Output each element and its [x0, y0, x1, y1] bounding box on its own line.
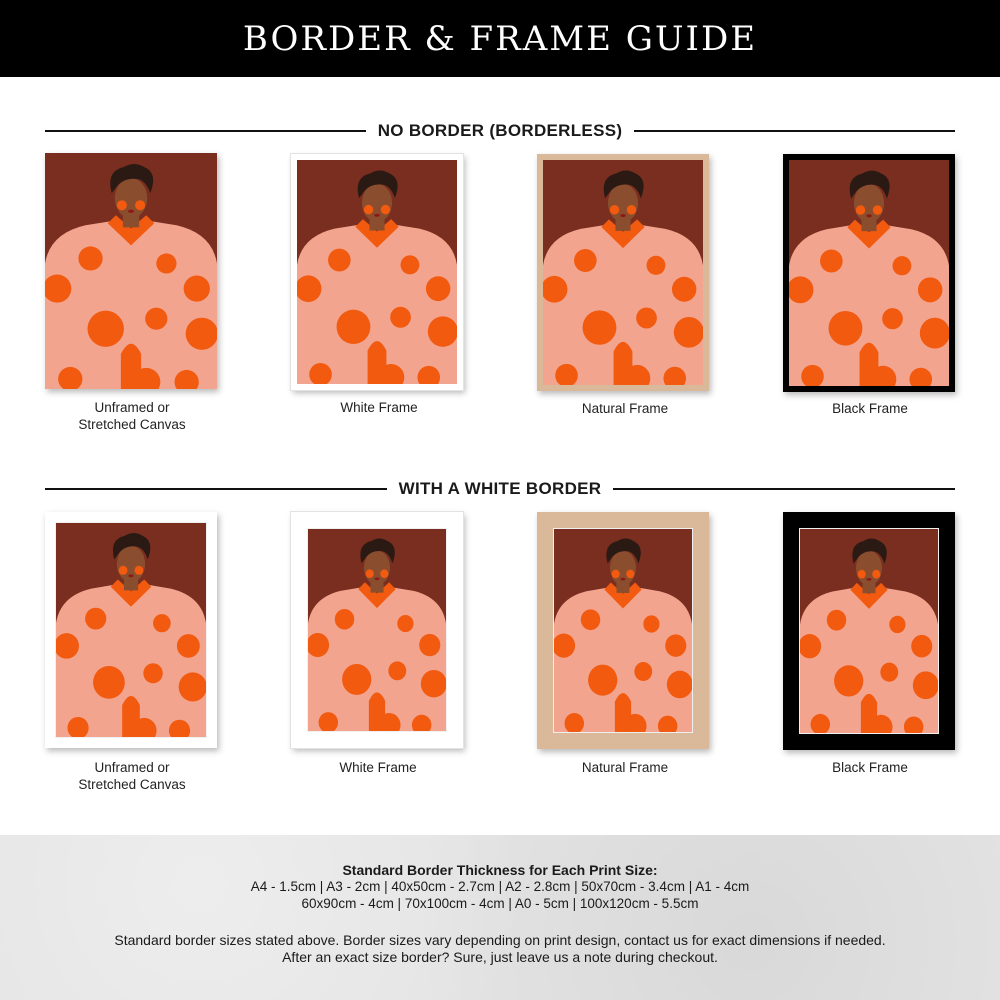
section-title: WITH A WHITE BORDER: [398, 479, 602, 498]
caption-line: White Frame: [340, 400, 418, 415]
artwork-image: [789, 160, 949, 386]
portrait-artwork: [554, 529, 692, 732]
caption-line: Black Frame: [832, 401, 908, 416]
page-title: BORDER & FRAME GUIDE: [242, 18, 758, 59]
artwork-image: [543, 160, 703, 385]
natural-frame-print: [537, 512, 709, 749]
portrait-artwork: [800, 529, 938, 733]
divider-left: [45, 488, 387, 490]
artwork-image: [297, 160, 457, 384]
black-frame-print: [783, 512, 955, 750]
border-sizes-line: 60x90cm - 4cm | 70x100cm - 4cm | A0 - 5cm | 100x120cm - 5.5cm: [301, 896, 699, 911]
white-frame-print: [291, 154, 463, 390]
border-note: Standard border sizes stated above. Border sizes vary depending on print design, contact us for exact dimensions if needed. After an exact size border? Sure, just leave us a note during checkout.: [114, 932, 886, 965]
artwork-image: [56, 523, 206, 737]
divider-right: [613, 488, 955, 490]
border-info-heading: Standard Border Thickness for Each Print Size:: [342, 862, 658, 878]
caption-line: White Frame: [339, 760, 417, 775]
section-heading-white-border: [45, 477, 955, 501]
caption-black-frame: [770, 400, 970, 417]
natural-frame-print: [537, 154, 709, 391]
section-heading-borderless: [45, 119, 955, 143]
caption-natural-frame: [525, 400, 725, 417]
border-info-panel: [0, 835, 1000, 1000]
caption-unframed: [32, 399, 232, 433]
black-frame-print: [783, 154, 955, 392]
artwork-image: [800, 529, 938, 733]
artwork-image: [45, 153, 217, 389]
caption-line: Stretched Canvas: [78, 777, 186, 792]
caption-white-frame: [278, 759, 478, 776]
unframed-print: [45, 153, 217, 389]
divider-right: [634, 130, 955, 132]
artwork-image: [308, 529, 446, 731]
white-frame-print: [291, 512, 463, 748]
section-title: NO BORDER (BORDERLESS): [377, 121, 623, 140]
portrait-artwork: [789, 160, 949, 386]
caption-white-frame: [279, 399, 479, 416]
portrait-artwork: [308, 529, 446, 731]
caption-line: Natural Frame: [581, 401, 669, 416]
caption-line: Unframed or: [94, 760, 170, 775]
caption-line: Unframed or: [94, 400, 170, 415]
portrait-artwork: [543, 160, 703, 385]
caption-black-frame: [770, 759, 970, 776]
portrait-artwork: [56, 523, 206, 737]
header-bar: [0, 0, 1000, 77]
portrait-artwork: [297, 160, 457, 384]
caption-natural-frame: [525, 759, 725, 776]
unframed-print: [45, 512, 217, 748]
caption-line: Natural Frame: [581, 760, 669, 775]
border-sizes-line: A4 - 1.5cm | A3 - 2cm | 40x50cm - 2.7cm | A2 - 2.8cm | 50x70cm - 3.4cm | A1 - 4cm: [250, 879, 750, 894]
caption-unframed: [32, 759, 232, 793]
portrait-artwork: [45, 153, 217, 389]
caption-line: Black Frame: [832, 760, 908, 775]
divider-left: [45, 130, 366, 132]
artwork-image: [554, 529, 692, 732]
caption-line: Stretched Canvas: [78, 417, 186, 432]
